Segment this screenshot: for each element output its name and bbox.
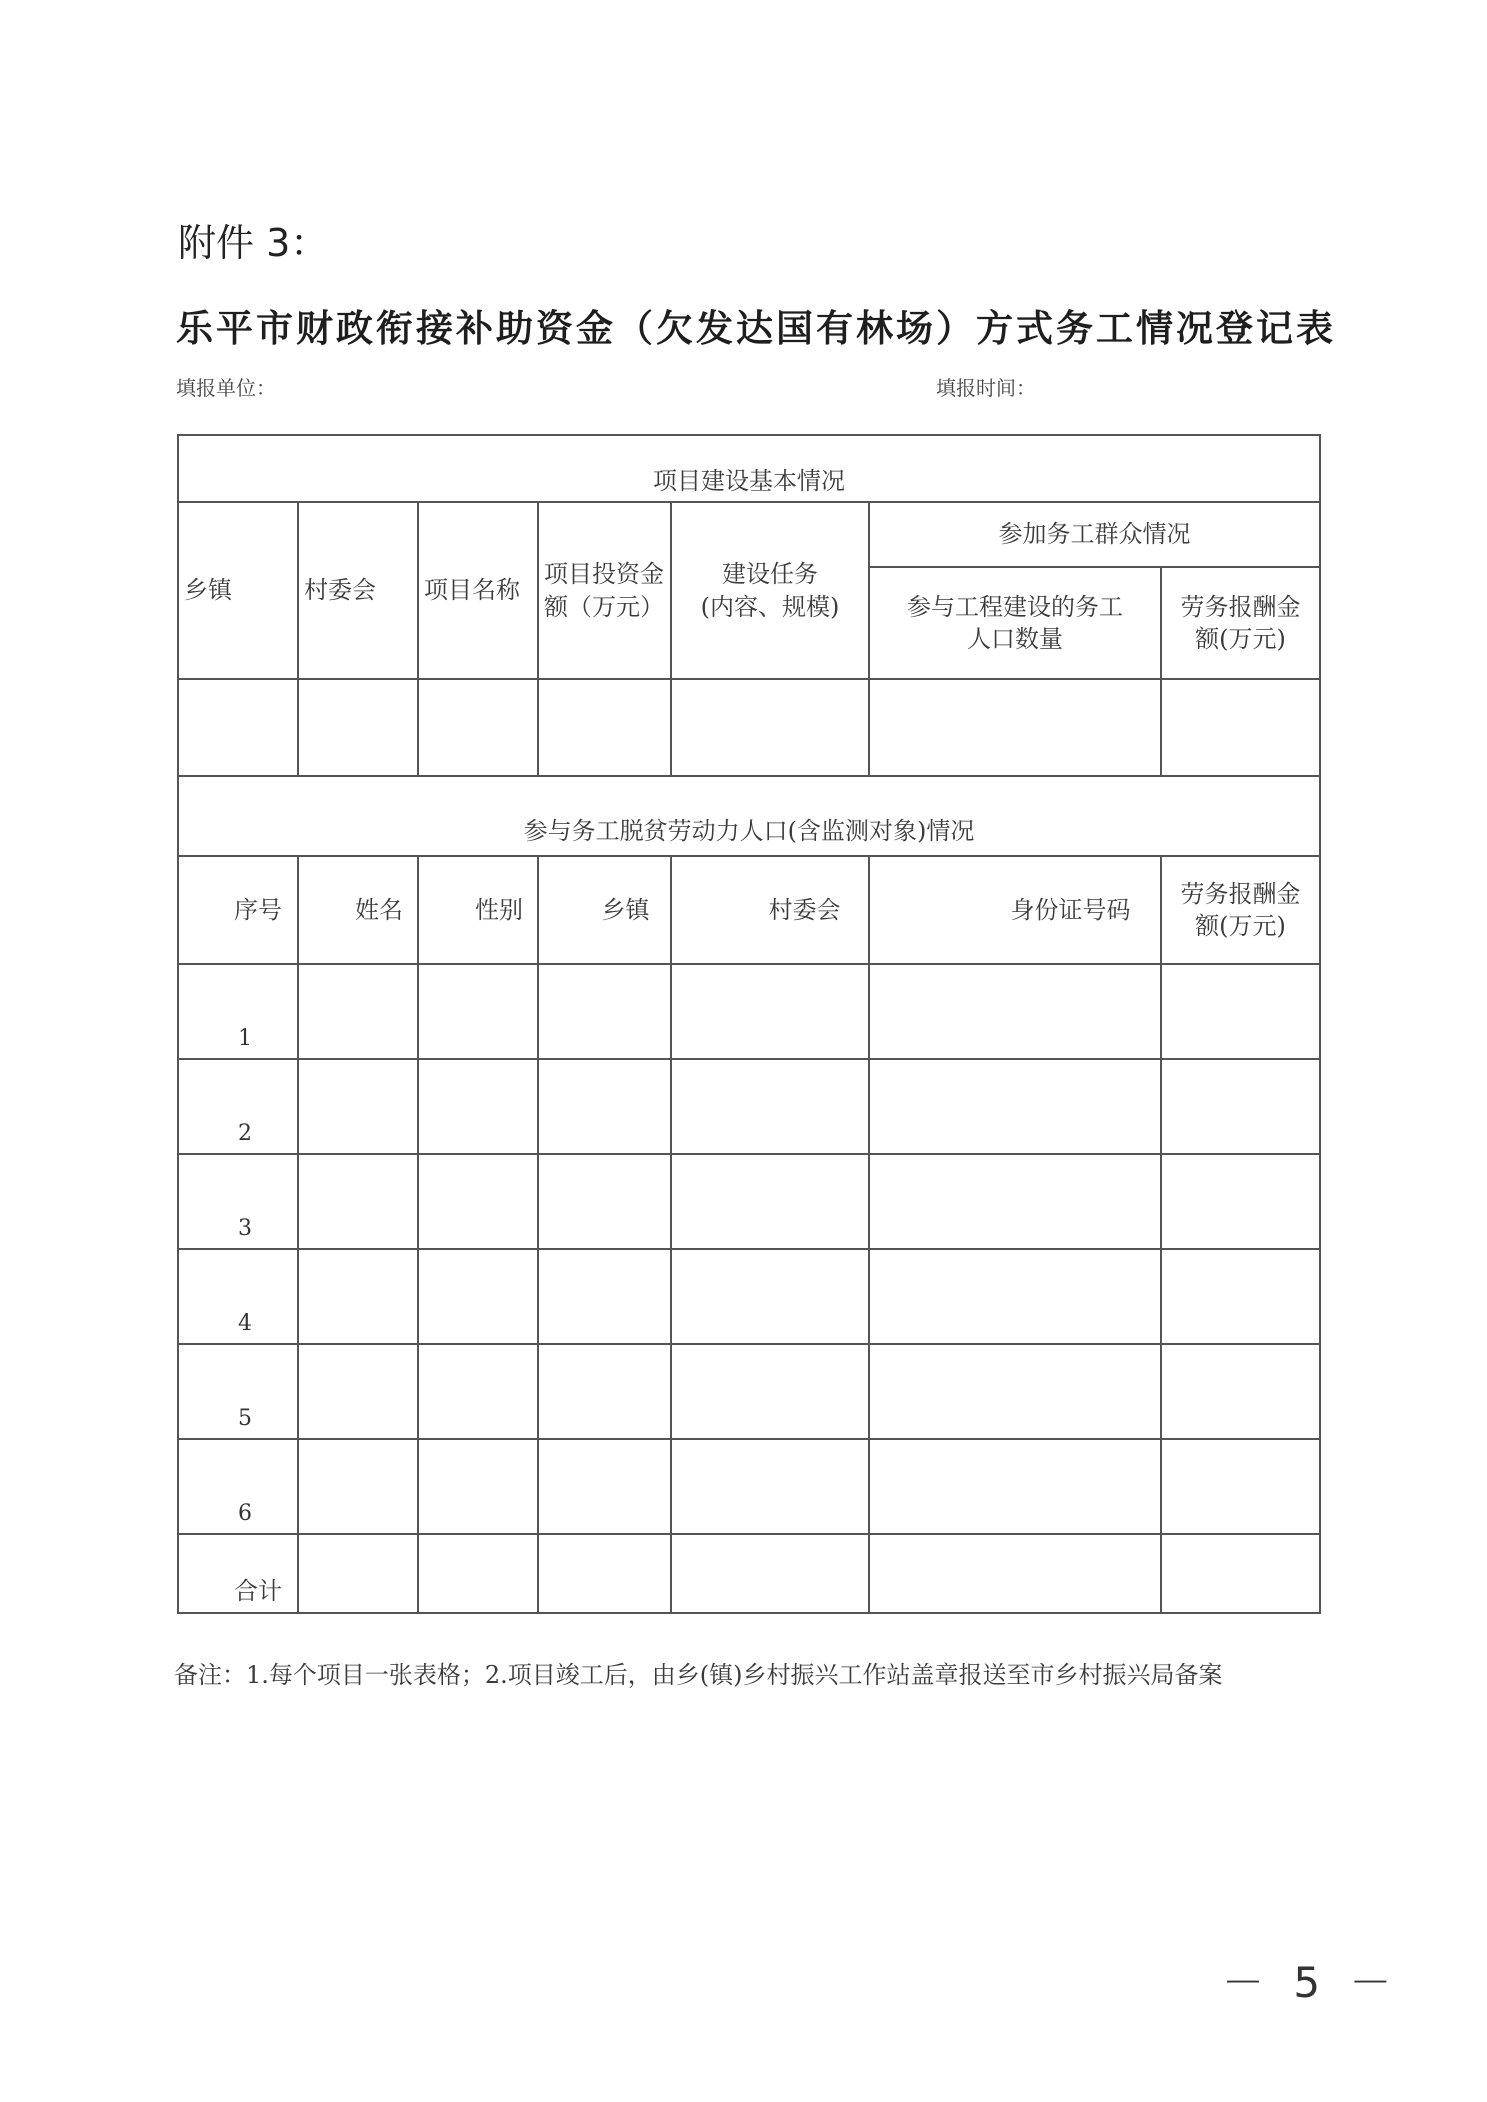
header-investment: 项目投资金额（万元） bbox=[544, 560, 664, 621]
reporting-unit-label: 填报单位： bbox=[176, 376, 276, 400]
construction-task-line1: 建设任务 bbox=[722, 560, 818, 589]
header-labor-pay: 劳务报酬金额(万元) bbox=[1180, 592, 1301, 653]
header-id-number: 身份证号码 bbox=[1010, 895, 1131, 924]
form-title: 乐平市财政衔接补助资金（欠发达国有林场）方式务工情况登记表 bbox=[176, 307, 1336, 350]
header-worker-count bbox=[869, 567, 1161, 679]
header-name: 姓名 bbox=[355, 895, 403, 924]
row-number-5: 5 bbox=[238, 1406, 252, 1431]
worker-count-line2: 人口数量 bbox=[967, 625, 1063, 653]
reporting-time-label: 填报时间： bbox=[936, 376, 1036, 400]
total-label: 合计 bbox=[234, 1576, 282, 1605]
header-construction-task bbox=[671, 502, 869, 679]
header-seq: 序号 bbox=[234, 895, 282, 924]
header-labor-pay-2: 劳务报酬金额(万元) bbox=[1180, 879, 1301, 940]
row-number-2: 2 bbox=[238, 1121, 252, 1146]
header-participants-group: 参加务工群众情况 bbox=[998, 520, 1191, 549]
section1-title: 项目建设基本情况 bbox=[653, 466, 845, 495]
page-number: － 5 － bbox=[1222, 1958, 1400, 2007]
header-village-2: 村委会 bbox=[768, 895, 841, 924]
attachment-label: 附件 3： bbox=[178, 221, 329, 265]
header-village: 村委会 bbox=[304, 576, 376, 605]
row-number-1: 1 bbox=[238, 1026, 252, 1051]
footnote: 备注：1.每个项目一张表格；2.项目竣工后，由乡(镇)乡村振兴工作站盖章报送至市乡村振兴局备案 bbox=[174, 1661, 1223, 1689]
header-town-2: 乡镇 bbox=[601, 895, 650, 924]
row-number-6: 6 bbox=[238, 1501, 252, 1526]
section2-title: 参与务工脱贫劳动力人口(含监测对象)情况 bbox=[523, 816, 975, 845]
worker-count-line1: 参与工程建设的务工 bbox=[907, 592, 1123, 621]
row-number-4: 4 bbox=[238, 1311, 252, 1336]
row-number-3: 3 bbox=[238, 1216, 252, 1241]
header-project-name: 项目名称 bbox=[424, 576, 520, 605]
header-town: 乡镇 bbox=[184, 576, 232, 605]
construction-task-line2: (内容、规模) bbox=[700, 592, 840, 621]
header-gender: 性别 bbox=[475, 895, 523, 924]
